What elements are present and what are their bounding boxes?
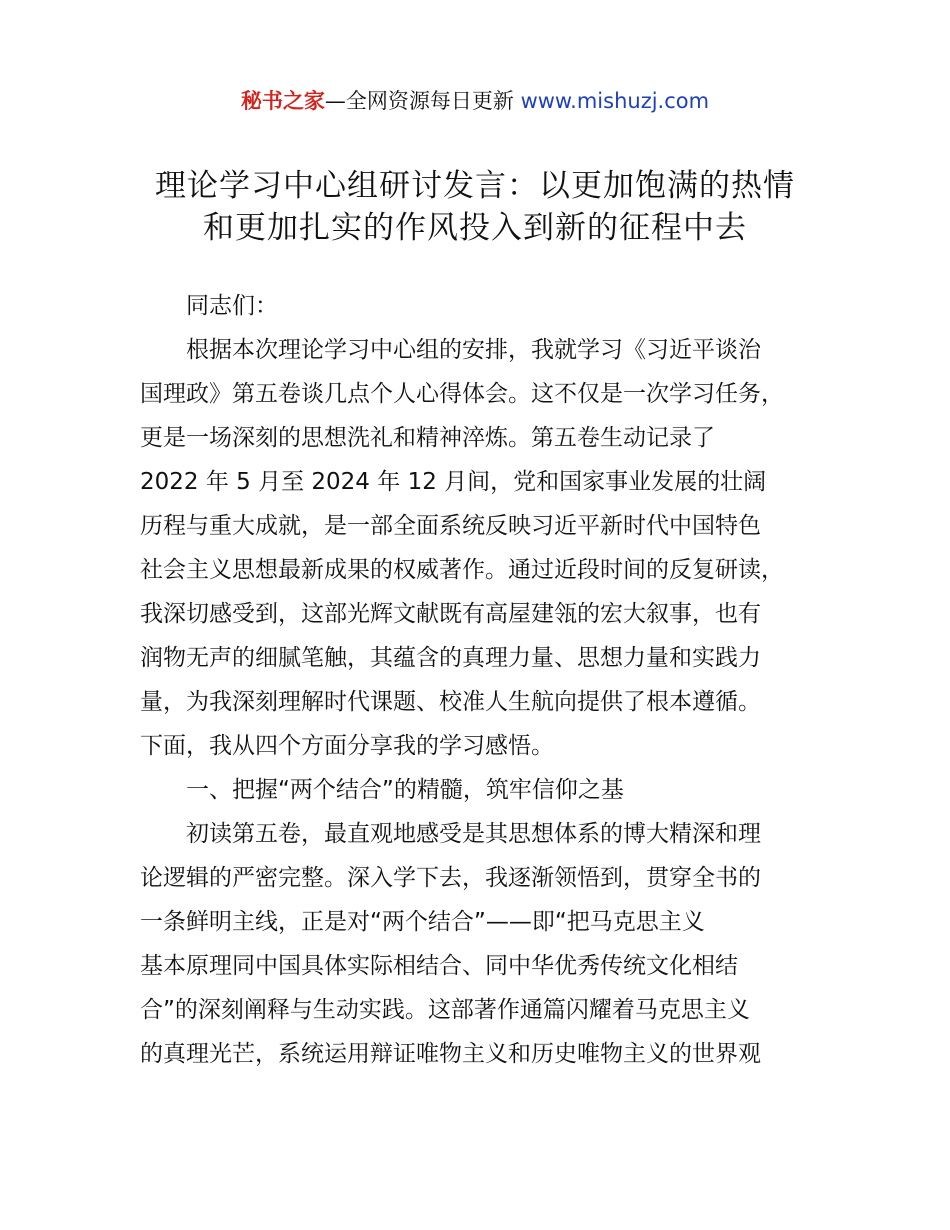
greeting: 同志们： <box>186 293 278 319</box>
paragraph-intro <box>140 328 830 768</box>
paragraph-section-1 <box>140 812 830 1076</box>
text-line: 历程与重大成就，是一部全面系统反映习近平新时代中国特色 <box>140 513 761 539</box>
site-header <box>0 86 950 116</box>
site-url-link[interactable]: www.mishuzj.com <box>520 89 710 113</box>
text-line: 一条鲜明主线，正是对“两个结合”——即“把马克思主义 <box>140 909 705 935</box>
text-line: 2022 年 5 月至 2024 年 12 月间，党和国家事业发展的壮阔 <box>140 469 767 495</box>
text-line: 下面，我从四个方面分享我的学习感悟。 <box>140 733 554 759</box>
text-line: 论逻辑的严密完整。深入学下去，我逐渐领悟到，贯穿全书的 <box>140 865 761 891</box>
text-line: 的真理光芒，系统运用辩证唯物主义和历史唯物主义的世界观 <box>140 1041 761 1067</box>
text-line: 我深切感受到，这部光辉文献既有高屋建瓴的宏大叙事，也有 <box>140 601 761 627</box>
text-line: 社会主义思想最新成果的权威著作。通过近段时间的反复研读， <box>140 557 784 583</box>
text-line: 量，为我深刻理解时代课题、校准人生航向提供了根本遵循。 <box>140 689 761 715</box>
text-line: 润物无声的细腻笔触，其蕴含的真理力量、思想力量和实践力 <box>140 645 761 671</box>
document-body <box>140 284 830 1076</box>
text-line: 初读第五卷，最直观地感受是其思想体系的博大精深和理 <box>186 821 761 847</box>
header-tagline: —全网资源每日更新 <box>324 89 514 113</box>
text-line: 根据本次理论学习中心组的安排，我就学习《习近平谈治 <box>186 337 761 363</box>
text-line: 基本原理同中国具体实际相结合、同中华优秀传统文化相结 <box>140 953 738 979</box>
brand-name: 秘书之家 <box>240 89 325 113</box>
title-line-1: 理论学习中心组研讨发言：以更加饱满的热情 <box>155 168 795 204</box>
text-line: 国理政》第五卷谈几点个人心得体会。这不仅是一次学习任务， <box>140 381 784 407</box>
section-heading-text: 一、把握“两个结合”的精髓，筑牢信仰之基 <box>186 777 624 803</box>
text-line: 合”的深刻阐释与生动实践。这部著作通篇闪耀着马克思主义 <box>140 997 750 1023</box>
title-line-2: 和更加扎实的作风投入到新的征程中去 <box>203 210 747 246</box>
document-title <box>100 165 850 249</box>
section-heading-1 <box>140 768 830 812</box>
text-line: 更是一场深刻的思想洗礼和精神淬炼。第五卷生动记录了 <box>140 425 715 451</box>
